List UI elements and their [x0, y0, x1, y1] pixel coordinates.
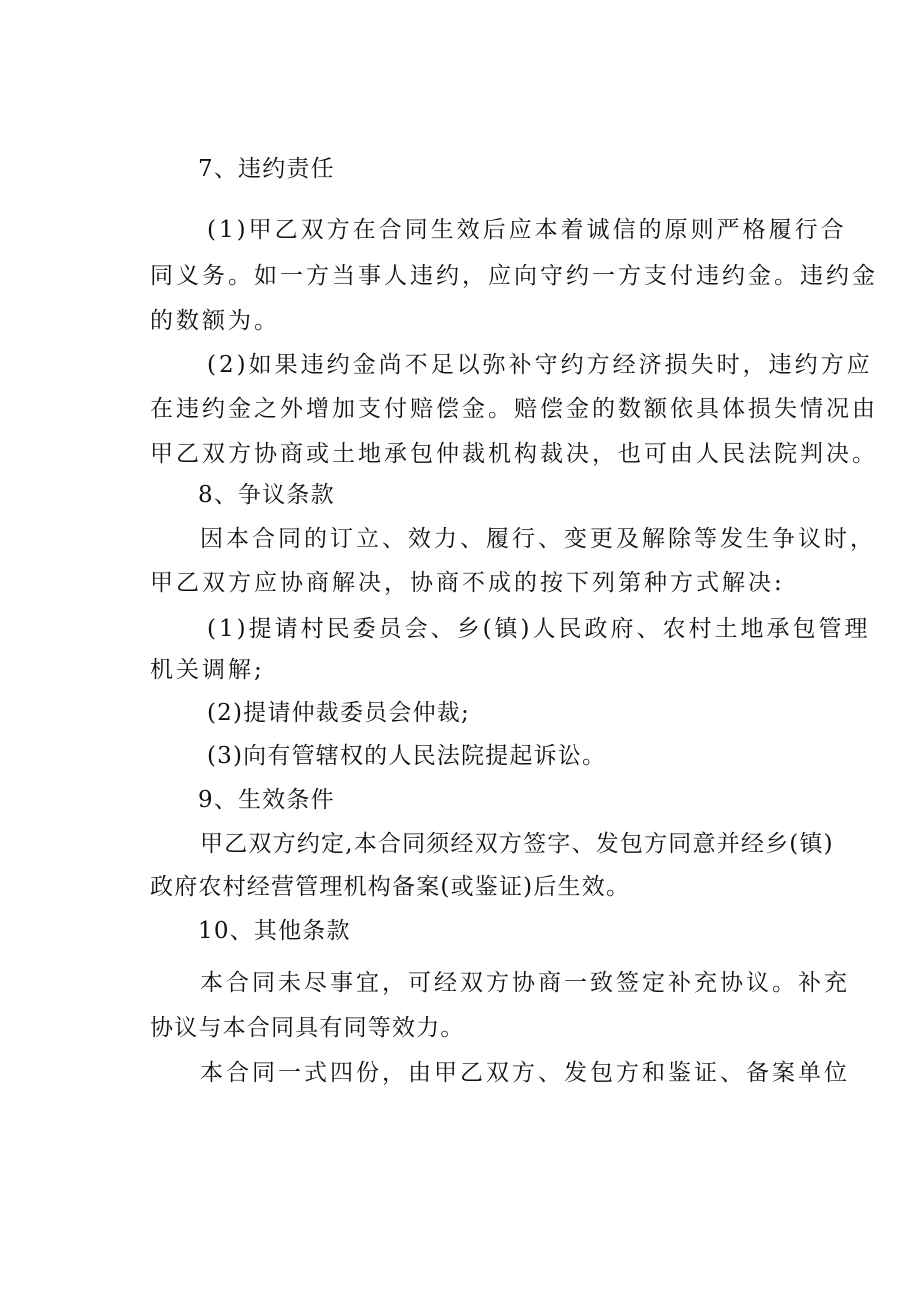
section-7-line-4: (2)如果违约金尚不足以弥补守约方经济损失时，违约方应 — [207, 352, 873, 378]
section-9-heading: 9、生效条件 — [198, 787, 335, 813]
section-8-line-2: 甲乙双方应协商解决，协商不成的按下列第种方式解决: — [150, 570, 785, 596]
section-9-line-2: 政府农村经营管理机构备案(或鉴证)后生效。 — [150, 874, 631, 900]
section-8-line-4: 机关调解; — [150, 657, 265, 683]
section-8-line-1: 因本合同的订立、效力、履行、变更及解除等发生争议时， — [200, 526, 876, 552]
section-7-line-5: 在违约金之外增加支付赔偿金。赔偿金的数额依具体损失情况由 — [150, 396, 878, 422]
section-8-line-6: (3)向有管辖权的人民法院提起诉讼。 — [207, 743, 607, 769]
section-7-line-6: 甲乙双方协商或土地承包仲裁机构裁决，也可由人民法院判决。 — [150, 441, 878, 467]
section-10-line-1: 本合同未尽事宜，可经双方协商一致签定补充协议。补充 — [200, 970, 850, 996]
section-8-line-3: (1)提请村民委员会、乡(镇)人民政府、农村土地承包管理 — [207, 616, 871, 642]
section-10-line-3: 本合同一式四份，由甲乙双方、发包方和鉴证、备案单位 — [200, 1060, 850, 1086]
section-7-heading: 7、违约责任 — [198, 156, 335, 182]
section-10-heading: 10、其他条款 — [198, 918, 351, 944]
section-9-line-1: 甲乙双方约定,本合同须经双方签字、发包方同意并经乡(镇) — [200, 831, 834, 857]
section-8-heading: 8、争议条款 — [198, 482, 335, 508]
section-8-line-5: (2)提请仲裁委员会仲裁; — [207, 700, 470, 726]
section-7-line-3: 的数额为。 — [150, 308, 280, 334]
section-7-line-2: 同义务。如一方当事人违约，应向守约一方支付违约金。违约金 — [150, 263, 878, 289]
section-10-line-2: 协议与本合同具有同等效力。 — [150, 1015, 465, 1041]
section-7-line-1: (1)甲乙双方在合同生效后应本着诚信的原则严格履行合 — [207, 217, 847, 243]
